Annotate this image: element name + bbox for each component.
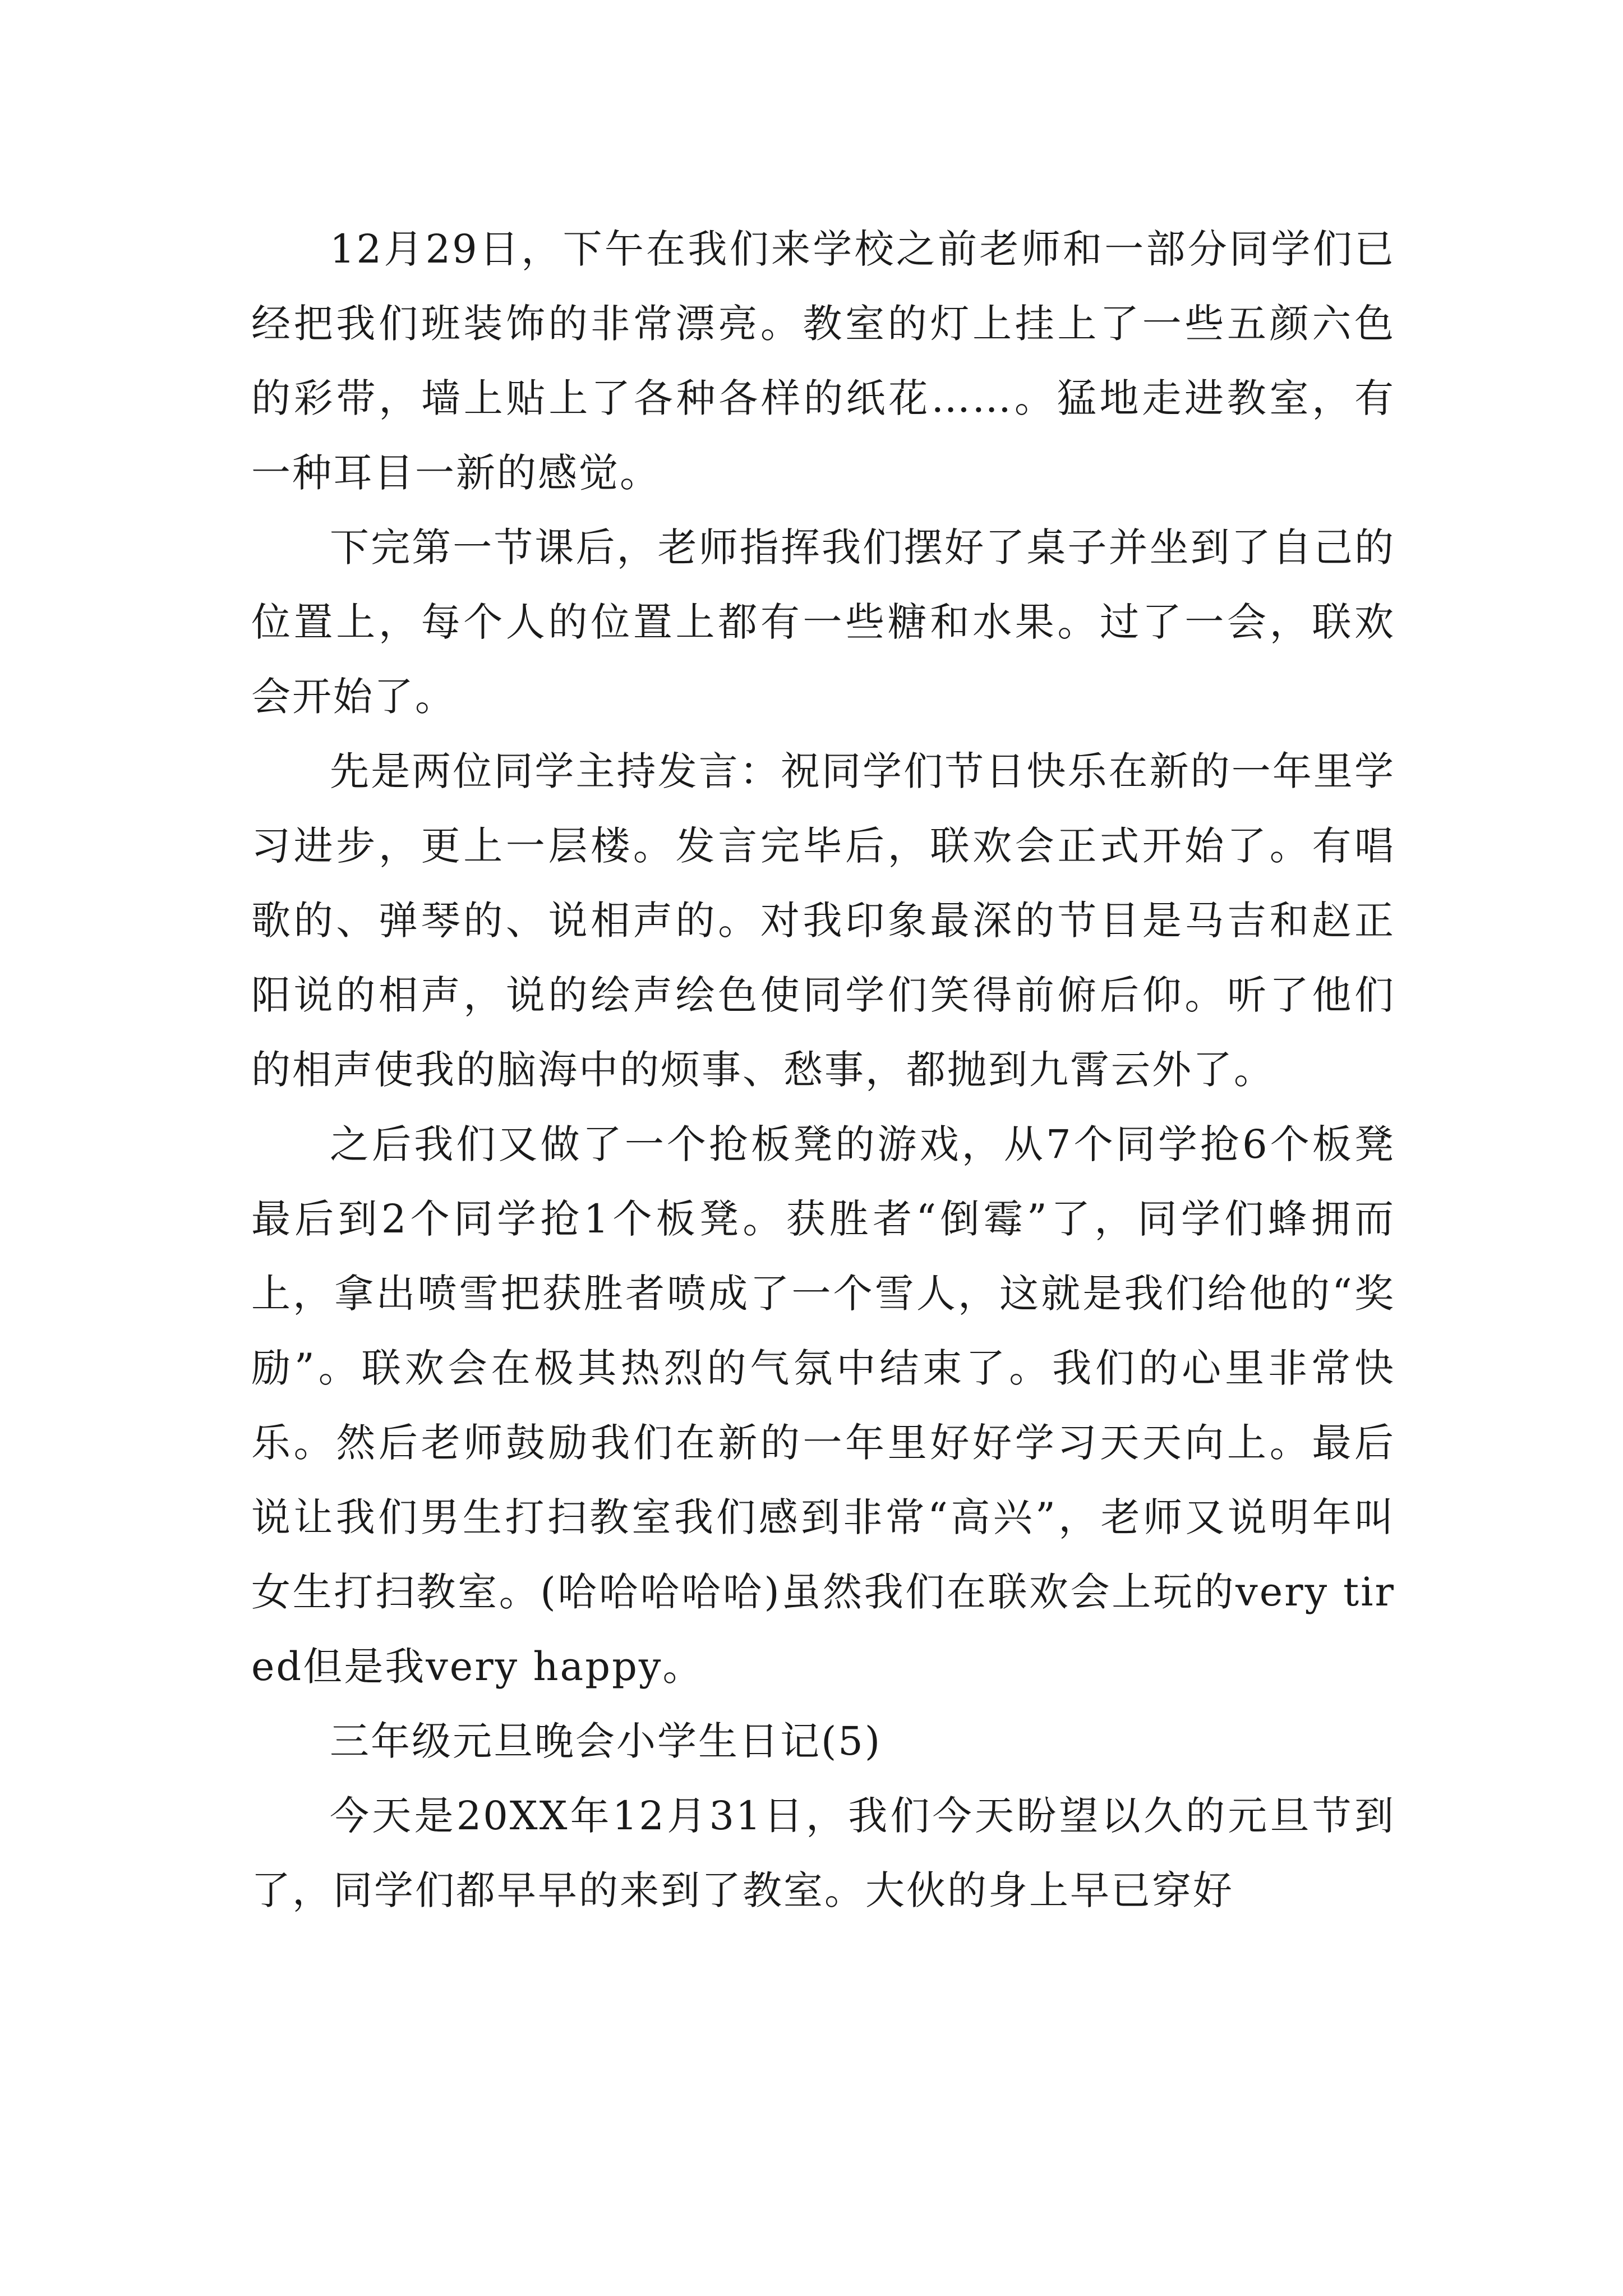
paragraph-5: 今天是20XX年12月31日，我们今天盼望以久的元旦节到了，同学们都早早的来到了教室。大伙的身上早已穿好 bbox=[251, 1793, 1395, 1913]
diary-text bbox=[251, 212, 1395, 1928]
section-heading: 三年级元旦晚会小学生日记(5) bbox=[330, 1718, 882, 1764]
paragraph-3: 先是两位同学主持发言：祝同学们节日快乐在新的一年里学习进步，更上一层楼。发言完毕后，联欢会正式开始了。有唱歌的、弹琴的、说相声的。对我印象最深的节目是马吉和赵正阳说的相声，说的绘声绘色使同学们笑得前俯后仰。听了他们的相声使我的脑海中的烦事、愁事，都抛到九霄云外了。 bbox=[251, 748, 1395, 1093]
paragraph-4: 之后我们又做了一个抢板凳的游戏，从7个同学抢6个板凳最后到2个同学抢1个板凳。获胜者“倒霉”了，同学们蜂拥而上，拿出喷雪把获胜者喷成了一个雪人，这就是我们给他的“奖励”。联欢会在极其热烈的气氛中结束了。我们的心里非常快乐。然后老师鼓励我们在新的一年里好好学习天天向上。最后说让我们男生打扫教室我们感到非常“高兴”，老师又说明年叫女生打扫教室。(哈哈哈哈哈)虽然我们在联欢会上玩的very tired但是我very happy。 bbox=[251, 1121, 1395, 1690]
paragraph-2: 下完第一节课后，老师指挥我们摆好了桌子并坐到了自己的位置上，每个人的位置上都有一些糖和水果。过了一会，联欢会开始了。 bbox=[251, 524, 1395, 720]
paragraph-1: 12月29日，下午在我们来学校之前老师和一部分同学们已经把我们班装饰的非常漂亮。教室的灯上挂上了一些五颜六色的彩带，墙上贴上了各种各样的纸花……。猛地走进教室，有一种耳目一新的感觉。 bbox=[251, 226, 1395, 496]
